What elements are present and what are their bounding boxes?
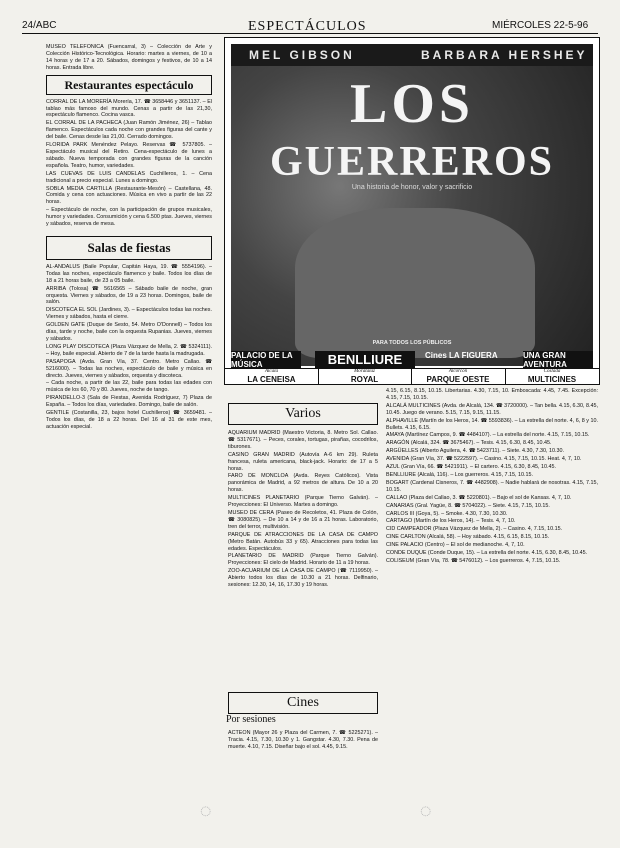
- left-column: [46, 44, 212, 834]
- museum-paragraph: MUSEO TELEFÓNICA (Fuencarral, 3) – Colección de Arte y Colección Histórico-Tecnológica. Horario: martes a viernes, de 10 a 14 horas y de 17 a 20. Sábados, domingos y festivos, de 10 a 14 horas. Entrada libre.: [46, 44, 212, 71]
- listing: MUSEO DE CERA (Paseo de Recoletos, 41. Plaza de Colón, ☎ 3080825). – De 10 a 14 y de 16 a 21 horas. Laboratorio, tren del terror, multivisión.: [228, 509, 378, 530]
- listing: GOLDEN GATE (Duque de Sesto, 54. Metro O'Donnell) – Todos los días, tarde y noche, baile con la orquesta Rupanias. Jueves, viernes y sábados.: [46, 322, 212, 342]
- listing: CINE PALACIO (Centro) – El sol de medianoche. 4, 7, 10.: [386, 542, 525, 549]
- listing: CID CAMPEADOR (Plaza Vázquez de Mella, 2). – Casino. 4, 7.15, 10.15.: [386, 526, 563, 533]
- cinema-cell: [411, 369, 506, 385]
- listing: ARGÜELLES (Alberto Aguilera, 4. ☎ 5423711). – Siete. 4.30, 7.30, 10.30.: [386, 448, 565, 455]
- listing: ZOO-ACUARIUM DE LA CASA DE CAMPO (☎ 7119950). – Abierto todos los días de 10.30 a 21 horas. Delfinario, sesiones: 12.30, 14, 16, 17.30 y 19 horas.: [228, 568, 378, 589]
- actor-right: BARBARA HERSHEY: [421, 48, 588, 62]
- issue-date: MIÉRCOLES 22-5-96: [492, 20, 589, 31]
- ad-cast-bar: [231, 44, 593, 66]
- right-column: [386, 388, 598, 834]
- listing: FLORIDA PARK Menéndez Pelayo. Reservas ☎ 5737805. – Espectáculo musical del Retiro. Cena-espectáculo de lunes a sábado. Nueva temporada con grandes figuras de la canción española. Teatro, humor, variedades.: [46, 142, 212, 169]
- cinema-cell: [225, 369, 319, 385]
- sesiones-subheading: Por sesiones: [226, 714, 276, 725]
- listing: ARRIBA (Tolosa) ☎ 5616565 – Sábado baile de noche, gran orquesta. Viernes y sábados, de 19 a 23 horas. Domingos, baile de salón.: [46, 285, 212, 306]
- listing: PARQUE DE ATRACCIONES DE LA CASA DE CAMPO (Metro Batán. Autobús 33 y 65). Atracciones para todas las edades. Espectáculos.: [228, 531, 378, 552]
- listing: ARAGÓN (Alcalá, 324. ☎ 3675467). – Tesis. 4.15, 6.30, 8.45, 10.45.: [386, 440, 552, 447]
- logo-aventura: UNA GRAN AVENTURA: [523, 351, 593, 369]
- cinema-cell: [505, 369, 599, 385]
- cinema-name: ROYAL: [350, 375, 379, 384]
- listing: CASINO GRAN MADRID (Autovía A-6 km 29). Ruleta francesa, ruleta americana, black-jack. Horario: de 17 a 5 horas.: [228, 451, 378, 472]
- cinema-name: PARQUE OESTE: [426, 375, 490, 384]
- listing: ALCALÁ MULTICINES (Avda. de Alcalá, 134. ☎ 3720000). – Tan bella. 4.15, 6.30, 8.45, 10.45. Juego de verano. 5.15, 7.15, 9.15, 11.15.: [386, 402, 598, 416]
- listing: BOGART (Cardenal Cisneros, 7. ☎ 4482908). – Nadie hablará de nosotras. 4.15, 7.15, 10.15.: [386, 479, 598, 493]
- ad-title-line1: LOS: [349, 73, 475, 135]
- listing: AVENIDA (Gran Vía, 37. ☎ 5222597). – Casino. 4.15, 7.15, 10.15. Heat. 4, 7, 10.: [386, 456, 582, 463]
- cinema-name: LA CENEISA: [247, 375, 296, 384]
- listing: AQUARIUM MADRID (Maestro Victoria, 8. Metro Sol. Callao. ☎ 5317671). – Peces, corales, tortugas, pirañas, cocodrilos, tiburones.: [228, 430, 378, 450]
- watermark-mark: ◌: [193, 799, 218, 824]
- page-number: 24/ABC: [22, 20, 57, 31]
- listing: CALLAO (Plaza del Callao, 3. ☎ 5220801). – Bajo el sol de Kansas. 4, 7, 10.: [386, 494, 572, 501]
- listing: AMAYA (Martínez Campos, 9. ☎ 4484107). – La estrella del norte. 4.15, 7.15, 10.15.: [386, 432, 590, 439]
- logo-benlliure: BENLLIURE: [315, 351, 415, 369]
- cinema-zone: Coslada: [543, 369, 561, 374]
- listing: LAS CUEVAS DE LUIS CANDELAS Cuchilleros, 1. – Cena tradicional a precio especial. Lunes a domingo.: [46, 170, 212, 184]
- listing: AZUL (Gran Vía, 66. ☎ 5421911). – El cartero. 4.15, 6.30, 8.45, 10.45.: [386, 464, 557, 471]
- listing: GENTILE (Costanilla, 23, bajos hotel Cuchilleros) ☎ 3659481. – Todos los días, de 18 a 22 horas. Del 16 al 31 de este mes, actuación especial.: [46, 410, 212, 430]
- listing: PASAPOGA (Avda. Gran Vía, 37. Centro. Metro Callao. ☎ 5216000). – Todas las noches, espectáculo de baile y música en directo. Jueves, viernes y sábados, orquesta y discoteca.: [46, 358, 212, 379]
- ad-rating: PARA TODOS LOS PÚBLICOS: [372, 340, 452, 346]
- film-advertisement: [224, 37, 600, 385]
- ad-title-line2: GUERREROS: [269, 139, 555, 185]
- fiestas-heading: Salas de fiestas: [46, 236, 212, 260]
- listing: SOBLA MEDIA CARTILLA (Restaurante-Mesón) – Castellana, 48. Comida y cena con actuaciones. Música en vivo a partir de las 22 horas.: [46, 185, 212, 206]
- listing: 4.15, 6.15, 8.15, 10.15. Libertarias. 4.30, 7.15, 10. Emboscada: 4.45, 7.45. Excepción: 4.15, 7.15, 10.15.: [386, 388, 598, 401]
- listing: CINE CARLTON (Alcalá, 58). – Hoy sábado. 4.15, 6.15, 8.15, 10.15.: [386, 534, 550, 541]
- actor-left: MEL GIBSON: [249, 48, 355, 62]
- cinema-zone: Alcalá: [264, 369, 279, 374]
- listing: MULTICINES PLANETARIO (Parque Tierno Galván). – Proyecciones: El Universo. Martes a domingo.: [228, 495, 378, 509]
- listing: PLANETARIO DE MADRID (Parque Tierno Galván). Proyecciones: El cielo de Madrid. Horario de 11 a 19 horas.: [228, 553, 378, 567]
- ad-scene-image: [295, 208, 535, 358]
- listing: CONDE DUQUE (Conde Duque, 15). – La estrella del norte. 4.15, 6.30, 8.45, 10.45.: [386, 550, 588, 557]
- restaurantes-heading: Restaurantes espectáculo: [46, 75, 212, 95]
- listing: DISCOTECA EL SOL (Jardines, 3). – Espectáculos todas las noches. Viernes y sábados, hasta el cierre.: [46, 307, 212, 321]
- cinema-zone: Alcorcón: [448, 369, 468, 374]
- listing: CARTAGO (Martín de los Heros, 14). – Tesis. 4, 7, 10.: [386, 518, 516, 525]
- varios-column: [228, 430, 378, 688]
- listing: ALPHAVILLE (Martín de los Heros, 14. ☎ 5593836). – La estrella del norte. 4, 6, 8 y 10. Bullets. 4.15, 6.15.: [386, 417, 598, 431]
- listing: LONG PLAY DISCOTECA (Plaza Vázquez de Mella, 2. ☎ 5324111). – Hoy, baile especial. Abierto de 7 de la tarde hasta la madrugada.: [46, 343, 212, 357]
- listing: CORRAL DE LA MORERÍA Morería, 17. ☎ 3658446 y 3651137. – El tablao más famoso del mundo. Cenas a partir de las 21,30, espectáculo flamenco. Cocina vasca.: [46, 98, 212, 119]
- cines-heading: Cines: [228, 692, 378, 714]
- listing: BENLLIURE (Alcalá, 116). – Los guerreros. 4.15, 7.15, 10.15.: [386, 471, 534, 478]
- listing: PIRANDELLO-3 (Sala de Fiestas, Avenida Rodríguez, 7) Plaza de España. – Todos los días, variedades. Domingo, baile de salón.: [46, 395, 212, 409]
- section-title: ESPECTÁCULOS: [248, 19, 367, 34]
- listing: AL-ANDALUS (Baile Popular, Capitán Haya, 19. ☎ 5554196). – Todas las noches, espectáculo flamenco y baile. Todos los días de 18 a 21 horas baile, de 23 a 05 baile.: [46, 263, 212, 284]
- listing: – Cada noche, a partir de las 22, baile para todas las edades con música de los 60, 70 y 80. Jueves, noche de tango.: [46, 380, 212, 394]
- listing: CARLOS III (Goya, 5). – Smoke. 4.30, 7.30, 10.30.: [386, 510, 508, 517]
- watermark-mark: ◌: [413, 799, 438, 824]
- page-header: [0, 0, 620, 34]
- cinema-name: MULTICINES: [527, 375, 577, 384]
- listing: – Espectáculo de noche, con la participación de grupos musicales, humor y variedades. Consumición y cena 6.500 ptas. Jueves, viernes y sábados, reserva de mesa.: [46, 207, 212, 228]
- ad-cinema-list: [225, 368, 599, 385]
- listing: CANARIAS (Gral. Yagüe, 8. ☎ 5704022). – Siete. 4.15, 7.15, 10.15.: [386, 502, 550, 509]
- ad-logos: [225, 351, 599, 369]
- cinema-zone: Moratalaz: [354, 369, 375, 374]
- varios-heading: Varios: [228, 403, 378, 425]
- listing: COLISEUM (Gran Vía, 78. ☎ 5476012). – Los guerreros. 4, 7.15, 10.15.: [386, 557, 561, 564]
- header-rule: [22, 33, 598, 34]
- listing: ACTEÓN (Mayor 26 y Plaza del Carmen, 7. ☎ 5225271). – Tracia. 4.15, 7.30, 10.30 y 1. Gangstar. 4.30, 7.30. Pena de muerte. 4.10, 7.15. Diseñar bajo el sol. 4.45, 9.15.: [228, 730, 378, 750]
- cines-column: [228, 730, 378, 830]
- ad-tagline: Una historia de honor, valor y sacrificio: [351, 184, 473, 191]
- cinema-cell: [318, 369, 412, 385]
- listing: EL CORRAL DE LA PACHECA (Juan Ramón Jiménez, 26) – Tablao flamenco. Espectáculos cada noche con grandes figuras del cante y del baile. Cenas desde las 21,00. Cerrado domingos.: [46, 120, 212, 141]
- logo-cines: Cines LA FIGUERA: [425, 351, 498, 360]
- listing: FARO DE MONCLOA (Avda. Reyes Católicos). Vista panorámica de Madrid, a 92 metros de altura. De 10 a 20 horas.: [228, 473, 378, 494]
- logo-palacio: PALACIO DE LA MÚSICA: [231, 351, 301, 369]
